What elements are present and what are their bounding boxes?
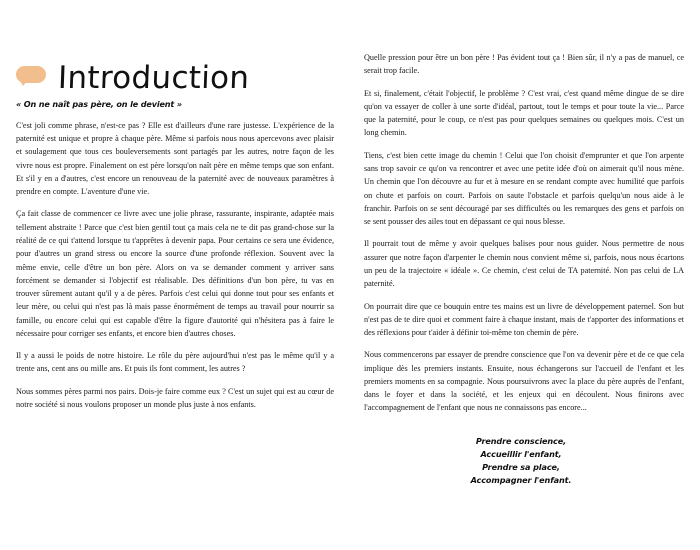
- speech-bubble-icon: [16, 66, 46, 85]
- paragraph: Nous sommes pères parmi nos pairs. Dois-je faire comme eux ? C'est un sujet qui est au cœur de notre société si nous voulons proposer un monde plus juste à nos enfants.: [16, 386, 334, 410]
- closing-line: Prendre sa place,: [482, 461, 560, 472]
- closing-line: Accueillir l'enfant,: [480, 448, 562, 459]
- paragraph: On pourrait dire que ce bouquin entre tes mains est un livre de développement paternel. Son but n'est pas de te dire quoi et comment faire à chaque instant, mais de t'apporter des informations et des réflexions pour t'aider à définir toi-même ton chemin de père.: [364, 301, 684, 338]
- paragraph: Et si, finalement, c'était l'objectif, le problème ? C'est vrai, c'est quand même dingue de se dire qu'on va essayer de coller à une sorte d'idéal, partout, tout le temps et pour toute la vie... Parce que la paternité, pour le coup, ce n'est pas pour quelques semaines ou quelques mois. C'est un long chemin.: [364, 88, 684, 138]
- paragraph: Tiens, c'est bien cette image du chemin ! Celui que l'on choisit d'emprunter et que l'on arpente sans trop savoir ce qu'on va rencontrer et avec une petite idée d'où on aimerait qu'il nous mène. Un chemin que l'on découvre au fur et à mesure en se rendant compte avec humilité que parfois on chute et parfois on court. Parfois on saute l'obstacle et parfois quelqu'un nous aide à le franchir. Parfois on se sent découragé par ses difficultés ou les remarques des gens et parfois on se sent pousser des ailes tout en dépassant ce qui nous blesse.: [364, 150, 684, 227]
- column-top-spacer: [364, 0, 684, 51]
- closing-statement-block: [364, 435, 684, 487]
- paragraph: Ça fait classe de commencer ce livre avec une jolie phrase, rassurante, inspirante, adaptée mais tellement abstraite ! Parce que c'est bien gentil tout ça mais cela ne te dit pas grand-chose sur la réalité de ce qui t'attend lorsque tu t'apprêtes à devenir papa. Pour certains ce sera une évidence, pour d'autres un grand stress ou encore la source d'une profonde réflexion. Souvent avec la même envie, celle d'être un bon père. Alors on va se demander comment y arriver sans forcément se demander si l'objectif est réalisable. Des définitions d'un bon père, tu vas en trouver sûrement autant qu'il y a de pères. Parfois c'est celui qui donne tout pour ses enfants et leur mère, ou celui qui n'est pas là mais passe énormément de temps au travail pour nourrir sa famille, ou encore celui qui est capable d'être la figure d'autorité qui n'hésitera pas à faire le nécessaire pour corriger ses enfants, et encore bien d'autres choses.: [16, 209, 334, 338]
- speech-bubble-tail: [19, 79, 29, 86]
- paragraph: Il pourrait tout de même y avoir quelques balises pour nous guider. Nous permettre de nous assurer que notre façon d'arpenter le chemin nous convient même si, parfois, nous nous écartons un peu de la trajectoire « idéale ». Ce chemin, c'est celui de TA paternité. Non pas celui de LA paternité.: [364, 239, 684, 289]
- closing-line: Accompagner l'enfant.: [470, 475, 572, 486]
- paragraph: C'est joli comme phrase, n'est-ce pas ? Elle est d'ailleurs d'une rare justesse. L'expérience de la paternité est unique et propre à chaque père. Même si parfois nous nous apercevons avec plaisir et soulagement que tous ces bouleversements sont partagés par les autres, notre façon de les vivre nous est propre. Finalement on est père lorsqu'on naît père en même temps que son enfant. Et s'il y en a d'autres, c'est encore un renouveau de la paternité avec de nouveaux paramètres à prendre en compte. L'aventure d'une vie.: [16, 120, 334, 197]
- paragraph: Nous commencerons par essayer de prendre conscience que l'on va devenir père et de ce que cela implique dès les premiers instants. Ensuite, nous échangerons sur l'accueil de l'enfant et les premiers moments en sa compagnie. Nous poursuivrons avec la place du père auprès de l'enfant, dans le foyer et dans la société, et les enjeux qui en découlent. Nous finirons avec l'accompagnement de l'enfant que nous ne connaissons pas encore...: [364, 350, 684, 413]
- paragraph: Il y a aussi le poids de notre histoire. Le rôle du père aujourd'hui n'est pas le même qu'il y a trente ans, cent ans ou mille ans. Et puis ils font comment, les autres ?: [16, 351, 334, 374]
- right-column: [350, 0, 700, 550]
- paragraph: Quelle pression pour être un bon père ! Pas évident tout ça ! Bien sûr, il n'y a pas de manuel, ce serait trop facile.: [364, 53, 684, 76]
- chapter-heading: [16, 0, 334, 100]
- closing-line: Prendre conscience,: [475, 435, 567, 446]
- section-subtitle: « On ne naît pas père, on le devient »: [16, 99, 182, 109]
- page-title: Introduction: [57, 60, 250, 96]
